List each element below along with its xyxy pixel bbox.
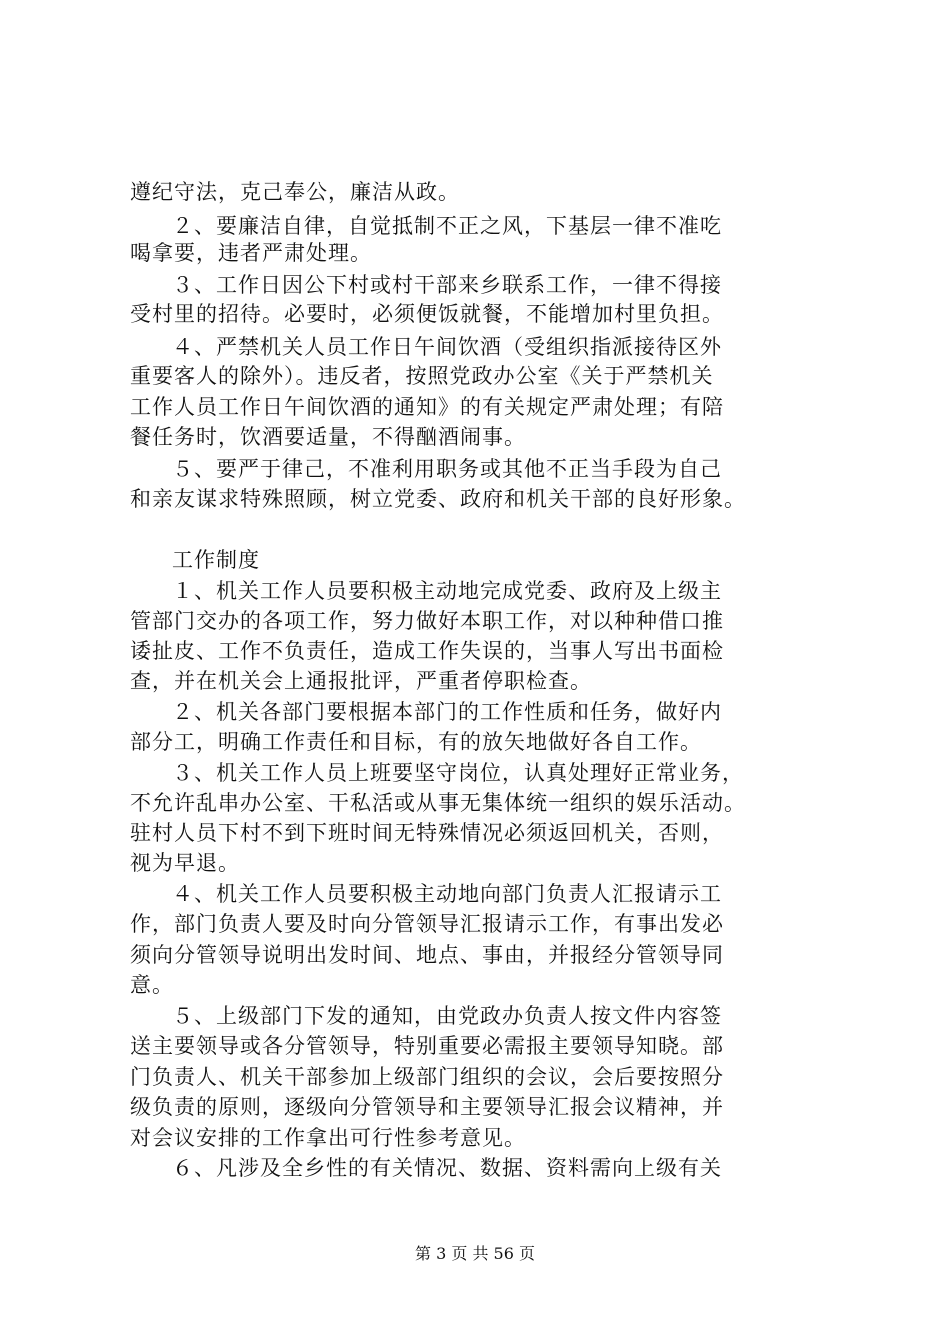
text-line: 喝拿要，违者严肃处理。 [130, 241, 372, 265]
text-line: 须向分管领导说明出发时间、地点、事由，并报经分管领导同 [130, 943, 724, 967]
text-line: 驻村人员下村不到下班时间无特殊情况必须返回机关，否则， [130, 821, 724, 845]
page-footer: 第 3 页 共 56 页 [415, 1244, 535, 1263]
text-line: 不允许乱串办公室、干私活或从事无集体统一组织的娱乐活动。 [130, 791, 746, 815]
text-line: 受村里的招待。必要时，必须便饭就餐，不能增加村里负担。 [130, 302, 724, 326]
text-line: 和亲友谋求特殊照顾，树立党委、政府和机关干部的良好形象。 [130, 487, 746, 511]
text-line: ４、严禁机关人员工作日午间饮酒（受组织指派接待区外 [172, 335, 722, 359]
text-line: 视为早退。 [130, 851, 240, 875]
text-line: 遵纪守法，克己奉公，廉洁从政。 [130, 180, 460, 204]
text-line: ２、机关各部门要根据本部门的工作性质和任务，做好内 [172, 700, 722, 724]
text-line: 诿扯皮、工作不负责任，造成工作失误的，当事人写出书面检 [130, 639, 724, 663]
text-line: 作，部门负责人要及时向分管领导汇报请示工作，有事出发必 [130, 912, 724, 936]
text-line: ５、上级部门下发的通知，由党政办负责人按文件内容签 [172, 1004, 722, 1028]
text-line: 工作人员工作日午间饮酒的通知》的有关规定严肃处理；有陪 [130, 395, 724, 419]
text-line: ６、凡涉及全乡性的有关情况、数据、资料需向上级有关 [172, 1156, 722, 1180]
text-line: ３、机关工作人员上班要坚守岗位，认真处理好正常业务， [172, 761, 744, 785]
text-line: 意。 [130, 973, 174, 997]
text-line: １、机关工作人员要积极主动地完成党委、政府及上级主 [172, 579, 722, 603]
text-line: ２、要廉洁自律，自觉抵制不正之风，下基层一律不准吃 [172, 214, 722, 238]
text-line: ３、工作日因公下村或村干部来乡联系工作，一律不得接 [172, 273, 722, 297]
text-line: 级负责的原则，逐级向分管领导和主要领导汇报会议精神，并 [130, 1095, 724, 1119]
text-line: 送主要领导或各分管领导，特别重要必需报主要领导知晓。部 [130, 1034, 724, 1058]
text-line: ４、机关工作人员要积极主动地向部门负责人汇报请示工 [172, 882, 722, 906]
text-line: 管部门交办的各项工作，努力做好本职工作，对以种种借口推 [130, 609, 724, 633]
text-line: 部分工，明确工作责任和目标，有的放矢地做好各自工作。 [130, 730, 702, 754]
text-line: 重要客人的除外）。违反者，按照党政办公室《关于严禁机关 [130, 364, 714, 388]
text-line: 查，并在机关会上通报批评，严重者停职检查。 [130, 669, 592, 693]
text-line: 对会议安排的工作拿出可行性参考意见。 [130, 1126, 526, 1150]
text-line: 门负责人、机关干部参加上级部门组织的会议，会后要按照分 [130, 1065, 724, 1089]
section-heading: 工作制度 [172, 548, 260, 572]
text-line: ５、要严于律己，不准利用职务或其他不正当手段为自己 [172, 457, 722, 481]
text-line: 餐任务时，饮酒要适量，不得酗酒闹事。 [130, 425, 526, 449]
